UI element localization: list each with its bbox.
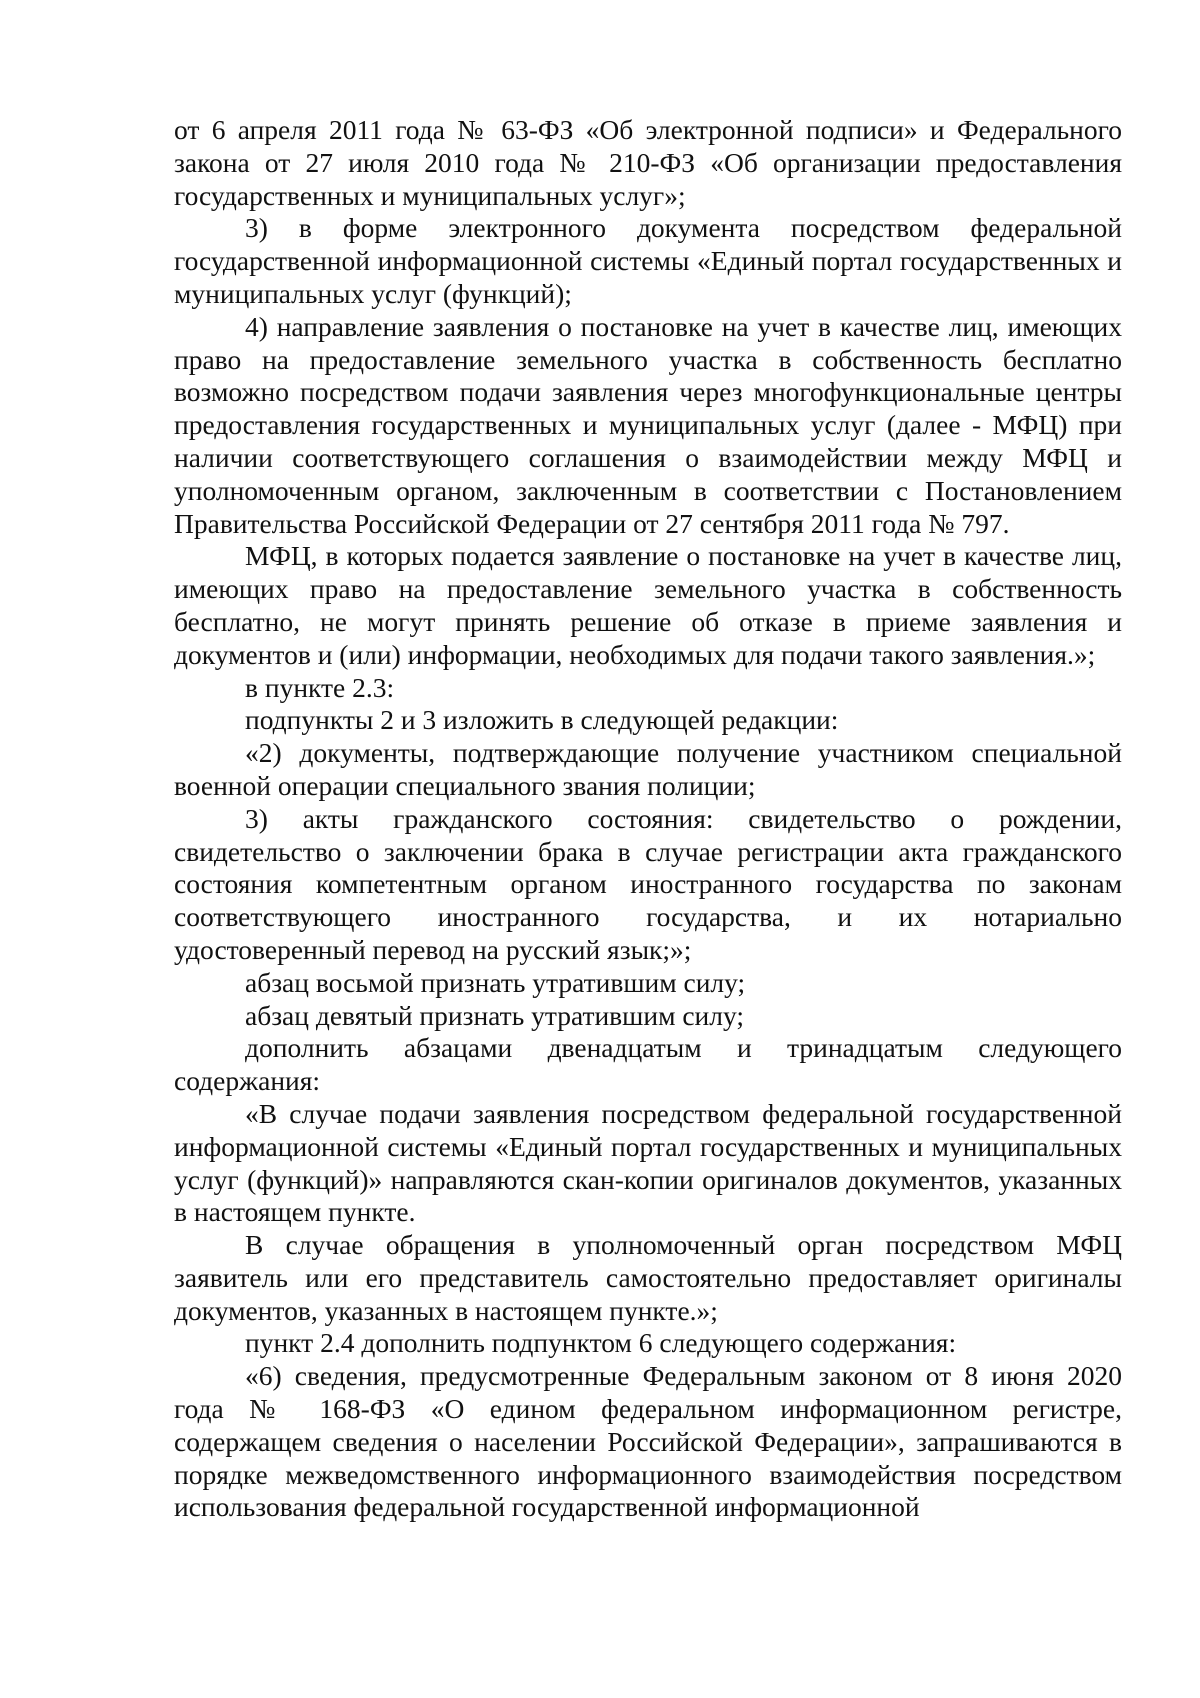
paragraph-scan-copies: «В случае подачи заявления посредством федеральной государственной информационной системы «Единый портал государственных и муниципальных услуг (функций)» направляются скан-копии оригиналов документов, указанных в настоящем пункте. bbox=[174, 1097, 1122, 1228]
paragraph-point-2-4: пункт 2.4 дополнить подпунктом 6 следующего содержания: bbox=[245, 1327, 957, 1359]
paragraph-subpoint-2: «2) документы, подтверждающие получение участником специальной военной операции специального звания полиции; bbox=[174, 737, 1122, 801]
paragraph-subpoint-6: «6) сведения, предусмотренные Федеральным законом от 8 июня 2020 года № 168-ФЗ «О едином федеральном информационном регистре, содержащем сведения о населении Российской Федерации», запрашиваются в порядке межведомственного информационного взаимодействия посредством использования федеральной государственной информационной bbox=[174, 1360, 1122, 1523]
paragraph-eighth-void: абзац восьмой признать утратившим силу; bbox=[245, 966, 746, 998]
paragraph-point-2-3: в пункте 2.3: bbox=[245, 671, 395, 703]
paragraph-ninth-void: абзац девятый признать утратившим силу; bbox=[245, 999, 745, 1031]
paragraph-item-3: 3) в форме электронного документа посредством федеральной государственной информационной системы «Единый портал государственных и муниципальных услуг (функций); bbox=[174, 212, 1122, 309]
paragraph-continuation: от 6 апреля 2011 года № 63-ФЗ «Об электронной подписи» и Федерального закона от 27 июля 2010 года № 210-ФЗ «Об организации предоставления государственных и муниципальных услуг»; bbox=[174, 114, 1122, 211]
paragraph-subpoints-edit: подпункты 2 и 3 изложить в следующей редакции: bbox=[245, 704, 839, 736]
paragraph-subpoint-3: 3) акты гражданского состояния: свидетельство о рождении, свидетельство о заключении брака в случае регистрации акта гражданского состояния компетентным органом иностранного государства по законам соответствующего иностранного государства, и их нотариально удостоверенный перевод на русский язык;»; bbox=[174, 802, 1122, 965]
document-body bbox=[174, 114, 1122, 1524]
paragraph-mfc: МФЦ, в которых подается заявление о постановке на учет в качестве лиц, имеющих право на предоставление земельного участка в собственность бесплатно, не могут принять решение об отказе в приеме заявления и документов и (или) информации, необходимых для подачи такого заявления.»; bbox=[174, 540, 1122, 670]
paragraph-originals: В случае обращения в уполномоченный орган посредством МФЦ заявитель или его представитель самостоятельно предоставляет оригиналы документов, указанных в настоящем пункте.»; bbox=[174, 1229, 1122, 1326]
paragraph-item-4: 4) направление заявления о постановке на учет в качестве лиц, имеющих право на предоставление земельного участка в собственность бесплатно возможно посредством подачи заявления через многофункциональные центры предоставления государственных и муниципальных услуг (далее - МФЦ) при наличии соответствующего соглашения о взаимодействии между МФЦ и уполномоченным органом, заключенным в соответствии с Постановлением Правительства Российской Федерации от 27 сентября 2011 года № 797. bbox=[174, 310, 1122, 539]
paragraph-supplement: дополнить абзацами двенадцатым и тринадцатым следующего содержания: bbox=[174, 1032, 1122, 1097]
